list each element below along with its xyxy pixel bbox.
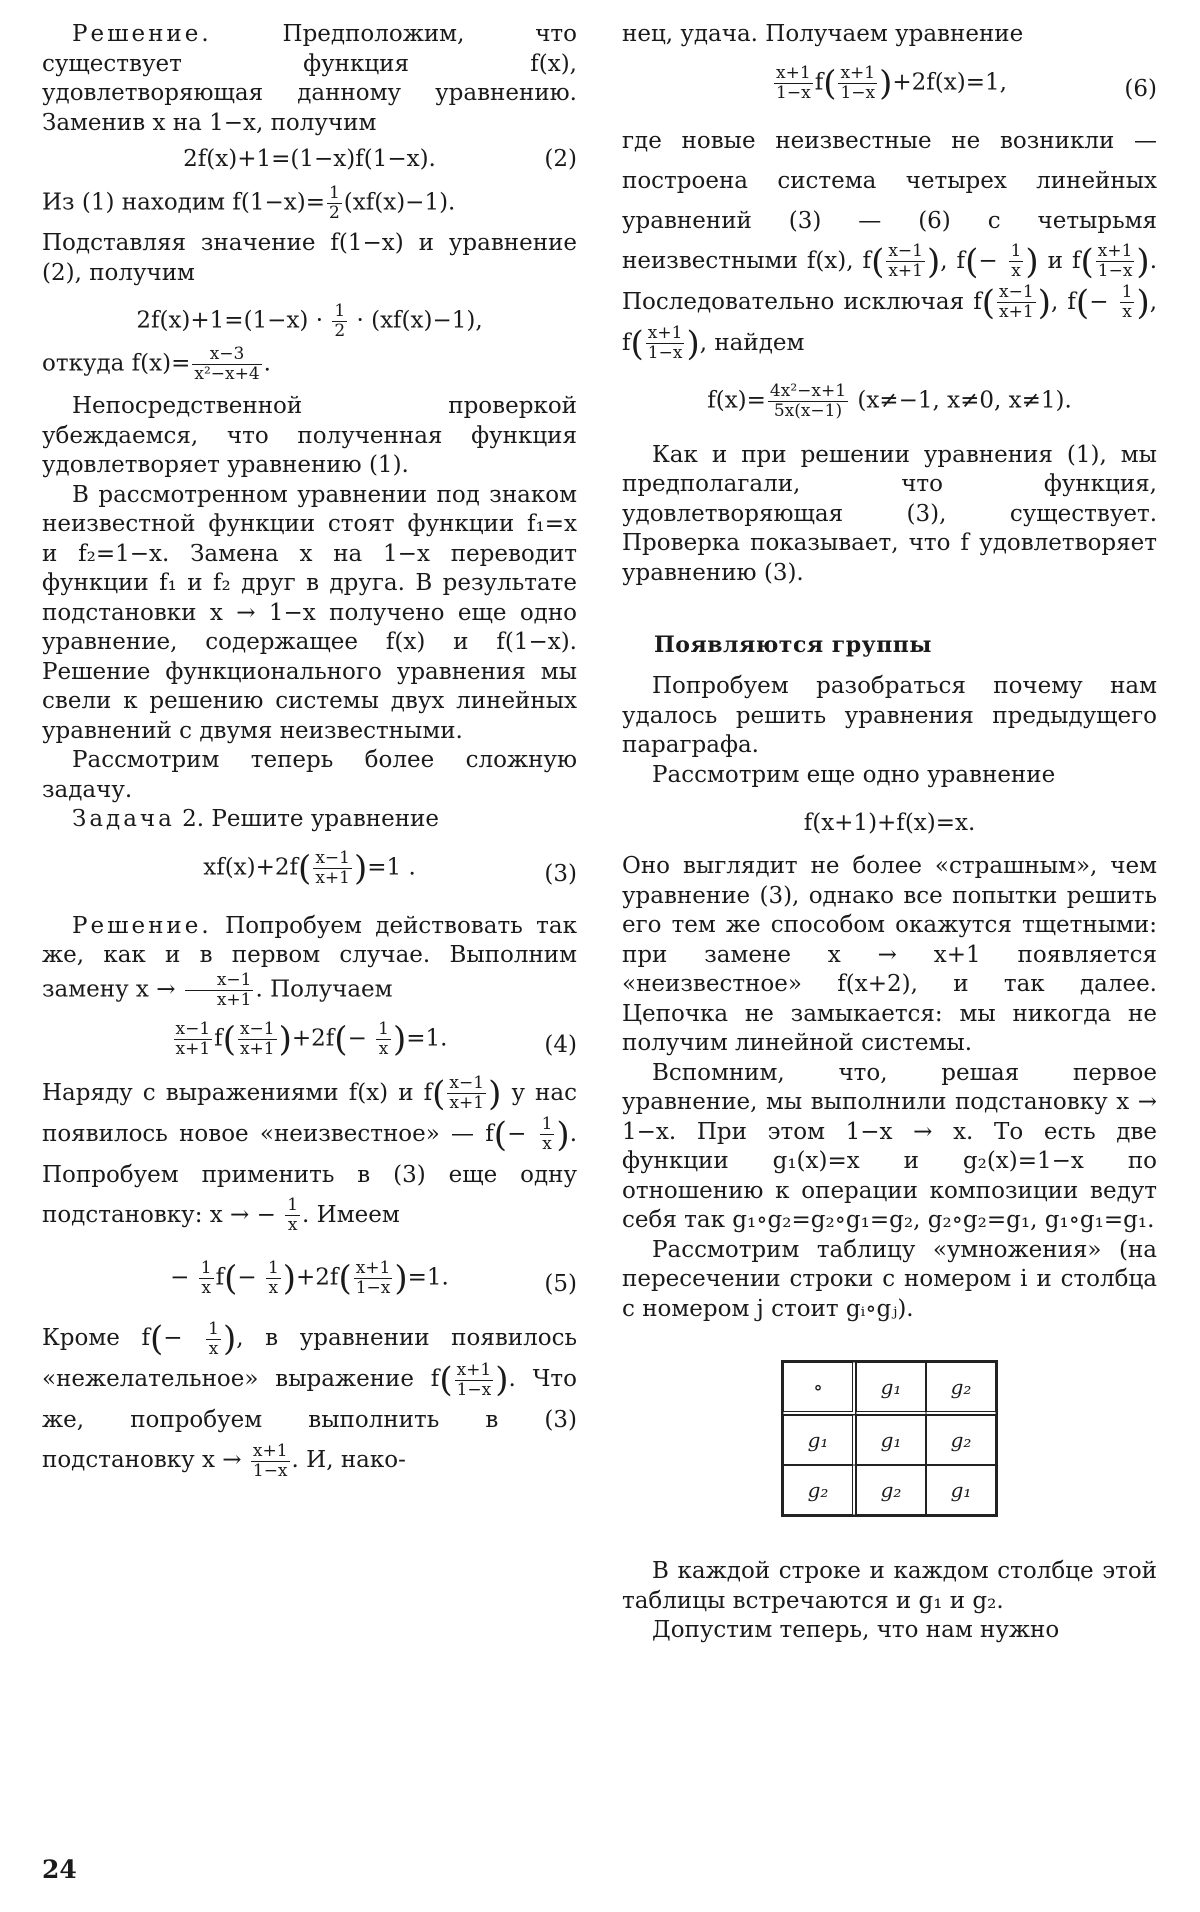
paragraph-understand: Попробуем разобраться почему нам удалось решить уравнения предыдущего параграфа. xyxy=(622,673,1157,758)
equation-substitution: 2f(x)+1=(1−x) · $\frac{1}{2}$ · (xf(x)−1), xyxy=(136,301,483,341)
table-cell: ∘ xyxy=(783,1362,856,1415)
composition-table-wrap xyxy=(622,1360,1157,1517)
table-cell: g₁ xyxy=(856,1362,926,1415)
solution-paragraph-1: Решение. Предположим, что существует функция f(x), удовлетворяющая данному уравнению. Заменив x на 1−x, получим xyxy=(42,21,577,136)
equation-shift: f(x+1)+f(x)=x. xyxy=(803,810,976,836)
task-2-statement: Задача 2. Решите уравнение xyxy=(72,806,439,832)
section-heading: Появляются группы xyxy=(654,632,932,658)
table-cell: g₂ xyxy=(856,1465,926,1515)
table-row xyxy=(783,1415,996,1465)
table-cell: g₂ xyxy=(783,1465,856,1515)
table-cell: g₂ xyxy=(926,1362,996,1415)
paragraph-verification: Непосредственной проверкой убеждаемся, что полученная функция удовлетворяет уравнению (1). xyxy=(42,393,577,478)
equation-2: 2f(x)+1=(1−x)f(1−x). (2) xyxy=(183,146,577,172)
left-column xyxy=(42,20,577,1481)
composition-table xyxy=(781,1360,998,1517)
table-row xyxy=(783,1362,996,1415)
equation-5: − $\frac{1}{x}$ f(− $\frac{1}{x}$ )+2f( $\frac{x+1}{1-x}$ )=1. (5) xyxy=(170,1258,577,1299)
paragraph-harder-task: Рассмотрим теперь более сложную задачу. xyxy=(42,747,577,803)
equation-4: $\frac{x-1}{x+1}$ f( $\frac{x-1}{x+1}$ )+2f(− $\frac{1}{x}$ )=1. (4) xyxy=(175,1018,577,1059)
paragraph-finally: нец, удача. Получаем уравнение xyxy=(622,21,1024,47)
paragraph-another-eq: Рассмотрим еще одно уравнение xyxy=(652,761,1056,788)
table-cell: g₁ xyxy=(856,1415,926,1465)
equation-6: $\frac{x+1}{1-x}$ f( $\frac{x+1}{1-x}$ )+2f(x)=1, (6) xyxy=(776,62,1157,103)
table-cell: g₁ xyxy=(926,1465,996,1515)
paragraph-check: Как и при решении уравнения (1), мы предполагали, что функция, удовлетворяющая (3), существует. Проверка показывает, что f удовлетворяет уравнению (3). xyxy=(622,441,1157,586)
paragraph-remember: Вспомним, что, решая первое уравнение, мы выполнили подстановку x → 1−x. При этом 1−x → x. То есть две функции g₁(x)=x и g₂(x)=1−x по отношению к операции композиции ведут себя так g₁∘g₂=g₂∘g₁=g₂, g₂∘g₂=g₁, g₁∘g₁=g₁. xyxy=(622,1059,1157,1233)
paragraph-substituting: Подставляя значение f(1−x) и уравнение (2), получим xyxy=(42,230,577,286)
table-cell: g₂ xyxy=(926,1415,996,1465)
equation-result: f(x)= $\frac{\text{4x²−x+1}}{5x(x-1)}$ (x≠−1, x≠0, x≠1). xyxy=(707,380,1072,421)
paragraph-system: где новые неизвестные не возникли — построена система четырех линейных уравнений (3) — (6) с четырьмя неизвестными f(x), f( $\frac{x-1}{x+1}$ ), f(− $\frac{1}{x}$ ) и f( $\frac{x+1}{1-x}$ ). Последовательно исключая f( $\frac{x-1}{x+1}$ ), f(− $\frac{1}{x}$ ), f( $\frac{x+1}{1-x}$ ), найдем xyxy=(622,127,1158,364)
paragraph-from-1: Из (1) находим f(1−x)= $\frac{1}{2}$ (xf(x)−1). xyxy=(42,183,456,223)
paragraph-whence: откуда f(x)= $\frac{x-3}{\text{x²−x+4}}$ . xyxy=(42,344,271,384)
solution-paragraph-2: Решение. Попробуем действовать так же, как и в первом случае. Выполним замену x → $\frac{x-1}{x+1}$ . Получаем xyxy=(42,912,577,1010)
paragraph-table-intro: Рассмотрим таблицу «умножения» (на пересечении строки с номером i и столбца с номером j стоит gᵢ∘gⱼ). xyxy=(622,1236,1157,1322)
paragraph-not-scary: Оно выглядит не более «страшным», чем уравнение (3), однако все попытки решить его тем же способом окажутся тщетными: при замене x → x+1 появляется «неизвестное» f(x+2), и так далее. Цепочка не замыкается: мы никогда не получим линейной системы. xyxy=(622,853,1157,1056)
paragraph-undesirable: Кроме f(− $\frac{1}{x}$ ), в уравнении появилось «нежелательное» выражение f( $\frac{x+1}{1-x}$ ). Что же, попробуем выполнить в (3) подстановку x → $\frac{x+1}{1-x}$ . И, нако- xyxy=(42,1318,577,1481)
paragraph-new-unknown: Наряду с выражениями f(x) и f( $\frac{x-1}{x+1}$ ) у нас появилось новое «неизвестное» — f(− $\frac{1}{x}$ ). Попробуем применить в (3) еще одну подстановку: x → − $\frac{1}{x}$ . Имеем xyxy=(42,1073,577,1235)
page-number: 24 xyxy=(42,1855,77,1884)
equation-3: xf(x)+2f( $\frac{x-1}{x+1}$ )=1 . (3) xyxy=(203,847,577,888)
paragraph-functions: В рассмотренном уравнении под знаком неизвестной функции стоят функции f₁=x и f₂=1−x. Замена x на 1−x переводит функции f₁ и f₂ друг в друга. В результате подстановки x → 1−x получено еще одно уравнение, содержащее f(x) и f(1−x). Решение функционального уравнения мы свели к решению системы двух линейных уравнений с двумя неизвестными. xyxy=(42,481,577,744)
table-row xyxy=(783,1465,996,1515)
paragraph-suppose: Допустим теперь, что нам нужно xyxy=(652,1617,1060,1643)
table-cell: g₁ xyxy=(783,1415,856,1465)
paragraph-each-row: В каждой строке и каждом столбце этой таблицы встречаются и g₁ и g₂. xyxy=(622,1558,1157,1614)
right-column xyxy=(622,20,1157,1646)
